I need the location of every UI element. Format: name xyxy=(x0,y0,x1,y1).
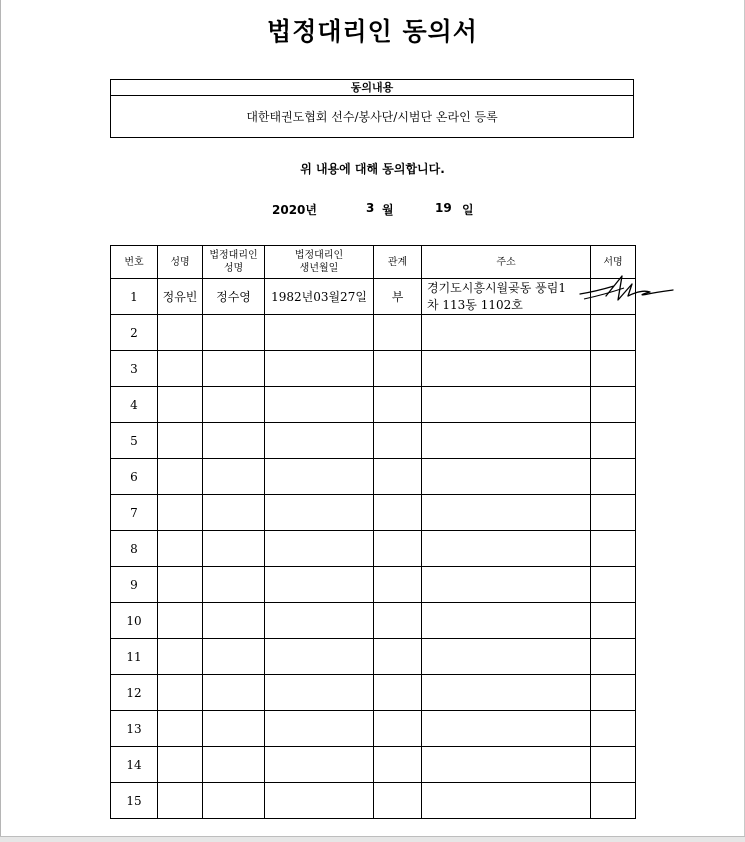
row-relation: 부 xyxy=(374,279,422,315)
row-relation xyxy=(374,567,422,603)
row-number: 10 xyxy=(111,603,158,639)
row-guardian-birth xyxy=(265,567,374,603)
table-row xyxy=(111,747,636,783)
row-name xyxy=(158,531,203,567)
row-number: 4 xyxy=(111,387,158,423)
date-day-unit: 일 xyxy=(462,203,474,217)
table-header-row xyxy=(111,246,636,279)
row-guardian-name: 정수영 xyxy=(203,279,265,315)
consent-content-text: 대한태권도협회 선수/봉사단/시범단 온라인 등록 xyxy=(246,110,498,124)
header-number: 번호 xyxy=(111,246,158,279)
page-left-border xyxy=(0,0,1,841)
row-name xyxy=(158,783,203,819)
table-row xyxy=(111,603,636,639)
table-row xyxy=(111,351,636,387)
consent-content-box xyxy=(110,79,634,138)
row-guardian-birth xyxy=(265,603,374,639)
row-number: 5 xyxy=(111,423,158,459)
row-name xyxy=(158,495,203,531)
row-guardian-birth xyxy=(265,747,374,783)
row-guardian-birth xyxy=(265,675,374,711)
row-number: 12 xyxy=(111,675,158,711)
row-guardian-name xyxy=(203,711,265,747)
header-signature: 서명 xyxy=(591,246,636,279)
row-guardian-name xyxy=(203,747,265,783)
row-name xyxy=(158,567,203,603)
table-row xyxy=(111,423,636,459)
row-relation xyxy=(374,531,422,567)
consent-content-header: 동의내용 xyxy=(111,80,633,96)
header-guardian-birth xyxy=(265,246,374,279)
table-row xyxy=(111,315,636,351)
row-name: 정유빈 xyxy=(158,279,203,315)
row-guardian-birth xyxy=(265,783,374,819)
row-name xyxy=(158,603,203,639)
table-row xyxy=(111,675,636,711)
row-guardian-name xyxy=(203,675,265,711)
row-number: 11 xyxy=(111,639,158,675)
row-number: 8 xyxy=(111,531,158,567)
row-relation xyxy=(374,423,422,459)
header-guardian-name-text: 법정대리인 성명 xyxy=(209,250,258,274)
guardian-roster-table xyxy=(110,245,636,819)
row-name xyxy=(158,315,203,351)
row-relation xyxy=(374,783,422,819)
row-guardian-name xyxy=(203,315,265,351)
row-guardian-birth xyxy=(265,351,374,387)
date-day: 19 xyxy=(435,201,452,215)
row-address xyxy=(422,495,591,531)
signature-mark xyxy=(578,272,674,306)
date-month-unit: 월 xyxy=(382,203,394,217)
table-row xyxy=(111,639,636,675)
row-number: 6 xyxy=(111,459,158,495)
table-row xyxy=(111,459,636,495)
row-guardian-name xyxy=(203,459,265,495)
row-guardian-name xyxy=(203,495,265,531)
table-row xyxy=(111,531,636,567)
row-guardian-name xyxy=(203,351,265,387)
table-row xyxy=(111,495,636,531)
row-signature xyxy=(591,387,636,423)
row-address xyxy=(422,639,591,675)
date-year: 2020년 xyxy=(272,203,317,217)
row-address xyxy=(422,459,591,495)
row-number: 14 xyxy=(111,747,158,783)
row-signature xyxy=(591,567,636,603)
row-address xyxy=(422,351,591,387)
row-number: 13 xyxy=(111,711,158,747)
row-name xyxy=(158,711,203,747)
row-relation xyxy=(374,711,422,747)
table-row xyxy=(111,711,636,747)
header-guardian-name xyxy=(203,246,265,279)
row-guardian-birth xyxy=(265,387,374,423)
row-relation xyxy=(374,351,422,387)
row-relation xyxy=(374,459,422,495)
row-relation xyxy=(374,387,422,423)
table-row xyxy=(111,783,636,819)
row-address xyxy=(422,603,591,639)
row-guardian-name xyxy=(203,567,265,603)
row-address xyxy=(422,747,591,783)
row-name xyxy=(158,387,203,423)
row-signature xyxy=(591,603,636,639)
row-signature xyxy=(591,531,636,567)
row-guardian-birth xyxy=(265,495,374,531)
row-signature xyxy=(591,675,636,711)
row-name xyxy=(158,675,203,711)
date-month: 3 xyxy=(366,201,375,215)
row-relation xyxy=(374,639,422,675)
row-address xyxy=(422,531,591,567)
row-name xyxy=(158,459,203,495)
row-number: 2 xyxy=(111,315,158,351)
row-signature xyxy=(591,747,636,783)
row-guardian-birth xyxy=(265,639,374,675)
table-row xyxy=(111,279,636,315)
row-address xyxy=(422,315,591,351)
row-address xyxy=(422,783,591,819)
header-name: 성명 xyxy=(158,246,203,279)
row-number: 1 xyxy=(111,279,158,315)
row-guardian-birth xyxy=(265,423,374,459)
row-relation xyxy=(374,675,422,711)
row-signature xyxy=(591,639,636,675)
row-address-line2: 차 113동 1102호 xyxy=(427,297,523,312)
row-name xyxy=(158,423,203,459)
row-guardian-birth: 1982년03월27일 xyxy=(265,279,374,315)
row-relation xyxy=(374,495,422,531)
row-relation xyxy=(374,747,422,783)
row-guardian-name xyxy=(203,387,265,423)
row-number: 7 xyxy=(111,495,158,531)
row-guardian-name xyxy=(203,423,265,459)
row-number: 9 xyxy=(111,567,158,603)
row-signature xyxy=(591,351,636,387)
row-address xyxy=(422,567,591,603)
row-signature xyxy=(591,711,636,747)
row-name xyxy=(158,351,203,387)
document-title: 법정대리인 동의서 xyxy=(267,17,478,46)
row-signature xyxy=(591,783,636,819)
row-guardian-birth xyxy=(265,459,374,495)
row-guardian-name xyxy=(203,531,265,567)
header-relation: 관계 xyxy=(374,246,422,279)
row-guardian-birth xyxy=(265,315,374,351)
row-number: 15 xyxy=(111,783,158,819)
row-relation xyxy=(374,315,422,351)
row-signature xyxy=(591,495,636,531)
row-guardian-birth xyxy=(265,531,374,567)
row-address xyxy=(422,387,591,423)
row-guardian-name xyxy=(203,783,265,819)
row-guardian-name xyxy=(203,603,265,639)
table-row xyxy=(111,387,636,423)
agreement-statement: 위 내용에 대해 동의합니다. xyxy=(300,162,445,176)
row-name xyxy=(158,639,203,675)
row-address xyxy=(422,711,591,747)
row-signature xyxy=(591,315,636,351)
row-address xyxy=(422,423,591,459)
row-address-line1: 경기도시흥시월곶동 풍림1 xyxy=(427,280,566,295)
table-row xyxy=(111,567,636,603)
row-relation xyxy=(374,603,422,639)
header-guardian-birth-text: 법정대리인 생년월일 xyxy=(294,250,344,274)
row-address xyxy=(422,279,591,315)
row-signature xyxy=(591,423,636,459)
header-address: 주소 xyxy=(422,246,591,279)
row-number: 3 xyxy=(111,351,158,387)
row-address xyxy=(422,675,591,711)
row-guardian-birth xyxy=(265,711,374,747)
row-name xyxy=(158,747,203,783)
page-bottom-edge xyxy=(0,836,745,842)
row-guardian-name xyxy=(203,639,265,675)
row-signature xyxy=(591,459,636,495)
